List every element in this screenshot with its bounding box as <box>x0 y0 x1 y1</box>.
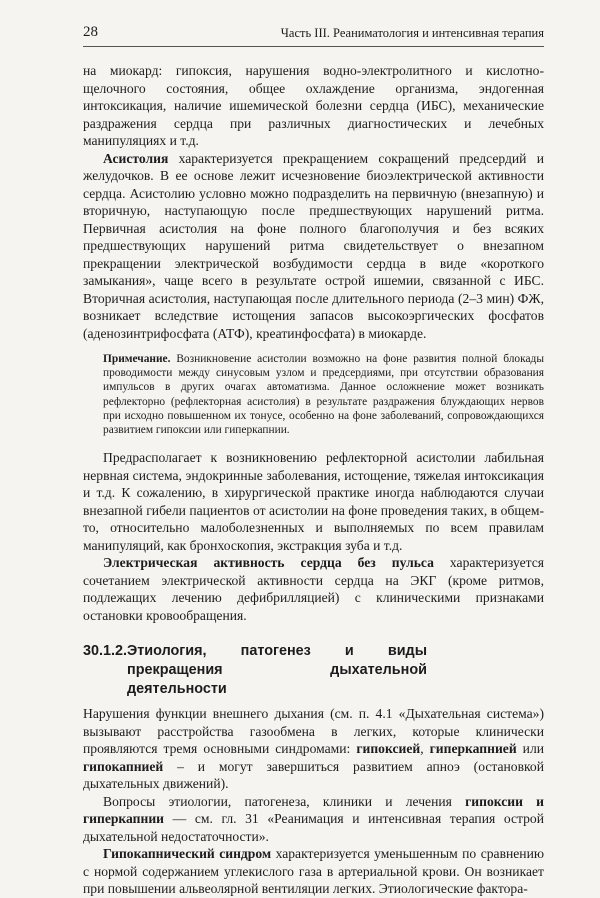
term-hypocapnia: гипокапнией <box>83 758 164 774</box>
paragraph-asystole <box>83 150 544 343</box>
page-number: 28 <box>83 24 98 40</box>
term-asystole: Асистолия <box>103 150 169 166</box>
paragraph-pea <box>83 554 544 624</box>
section-heading <box>83 642 544 699</box>
text-run: Нарушения функции внешнего дыхания (см. п. 4.1 «Дыхательная система») вызывают расстройства газообмена в легких, которые клинически проявляются тремя основными синдромами: <box>83 706 544 757</box>
text-run: , <box>420 741 430 757</box>
text-run: или <box>516 741 545 757</box>
pea-text: характеризуется сочетанием электрической активности сердца на ЭКГ (кроме ритмов, подлежащих лечению дефибрилляцией) с клиническими признаками остановки кровообращения. <box>83 555 544 623</box>
note-block <box>103 352 544 437</box>
term-hypoxia: гипоксией <box>356 741 421 757</box>
text-run: — см. гл. 31 «Реанимация и интенсивная терапия острой дыхательной недостаточности». <box>83 811 544 844</box>
term-pea: Электрическая активность сердца без пульса <box>103 555 434 571</box>
asystole-text: характеризуется прекращением сокращений предсердий и желудочков. В ее основе лежит исчезновение биоэлектрической активности сердца. Асистолию условно можно подразделить на первичную (внезапную) и вторичную, наступающую после предшествующих нарушений ритма. Первичная асистолия на фоне полного благополучия и без всяких предшествующих нарушений ритма свидетельствует о внезапном прекращении электрической возбудимости сердца в виде «короткого замыкания», чаще всего в результате острой ишемии, связанной с ИБС. Вторичная асистолия, наступающая после длительного периода (2–3 мин) ФЖ, возникает вследствие истощения запасов высокоэргических фосфатов (аденозинтрифосфата (АТФ), креатинфосфата) в миокарде. <box>83 150 544 341</box>
note-text: Возникновение асистолии возможно на фоне развития полной блокады проводимости между синусовым узлом и предсердиями, при отсутствии образования импульсов в других очагах автоматизма. Данное осложнение может возникать рефлекторно (рефлекторная асистолия) в результате раздражения блуждающих нервов при исходно повышенном их тонусе, особенно на фоне заболеваний, сопровождающихся развитием гипоксии или гиперкапнии. <box>103 353 544 437</box>
term-hypoxia-hypercapnia: гипоксии и гиперкапнии <box>83 793 544 827</box>
paragraph-hypocapnic-syndrome <box>83 845 544 898</box>
running-title: Часть III. Реаниматология и интенсивная терапия <box>280 26 544 40</box>
term-hypercapnia: гиперкапнией <box>429 741 517 757</box>
note-label: Примечание. <box>103 353 171 365</box>
section-title: Этиология, патогенез и виды прекращения дыхательной деятельности <box>127 643 427 698</box>
page-header <box>83 24 544 47</box>
section-number: 30.1.2. <box>83 643 128 660</box>
hypocapnic-text: характеризуется уменьшенным по сравнению с нормой содержанием углекислого газа в артериальной крови. Он возникает при повышении альвеолярной вентиляции легких. Этиологические фактора- <box>83 846 544 897</box>
paragraph-see-chapter <box>83 793 544 846</box>
text-run: Вопросы этиологии, патогенеза, клиники и лечения <box>103 793 466 809</box>
paragraph-continuation: на миокард: гипоксия, нарушения водно-электролитного и кислотно-щелочного состояния, общее охлаждение организма, эндогенная интоксикация, наличие ишемической болезни сердца (ИБС), механические раздражения сердца при различных диагностических и лечебных манипуляциях и т.д. <box>83 63 544 148</box>
text-run: – и могут завершиться развитием апноэ (остановкой дыхательных движений). <box>83 758 544 792</box>
page-body <box>83 62 544 898</box>
paragraph-respiratory-disorders <box>83 705 544 793</box>
paragraph-reflex-asystole: Предрасполагает к возникновению рефлекторной асистолии лабильная нервная система, эндокринные заболевания, истощение, тяжелая интоксикация и т.д. К сожалению, в хирургической практике иногда наблюдаются случаи внезапной гибели пациентов от асистолии на фоне проведения таких, в общем-то, относительно малоболезненных и выполняемых по всем правилам манипуляций, как бронхоскопия, экстракция зуба и т.д. <box>83 450 544 553</box>
term-hypocapnic-syndrome: Гипокапнический синдром <box>103 846 272 862</box>
